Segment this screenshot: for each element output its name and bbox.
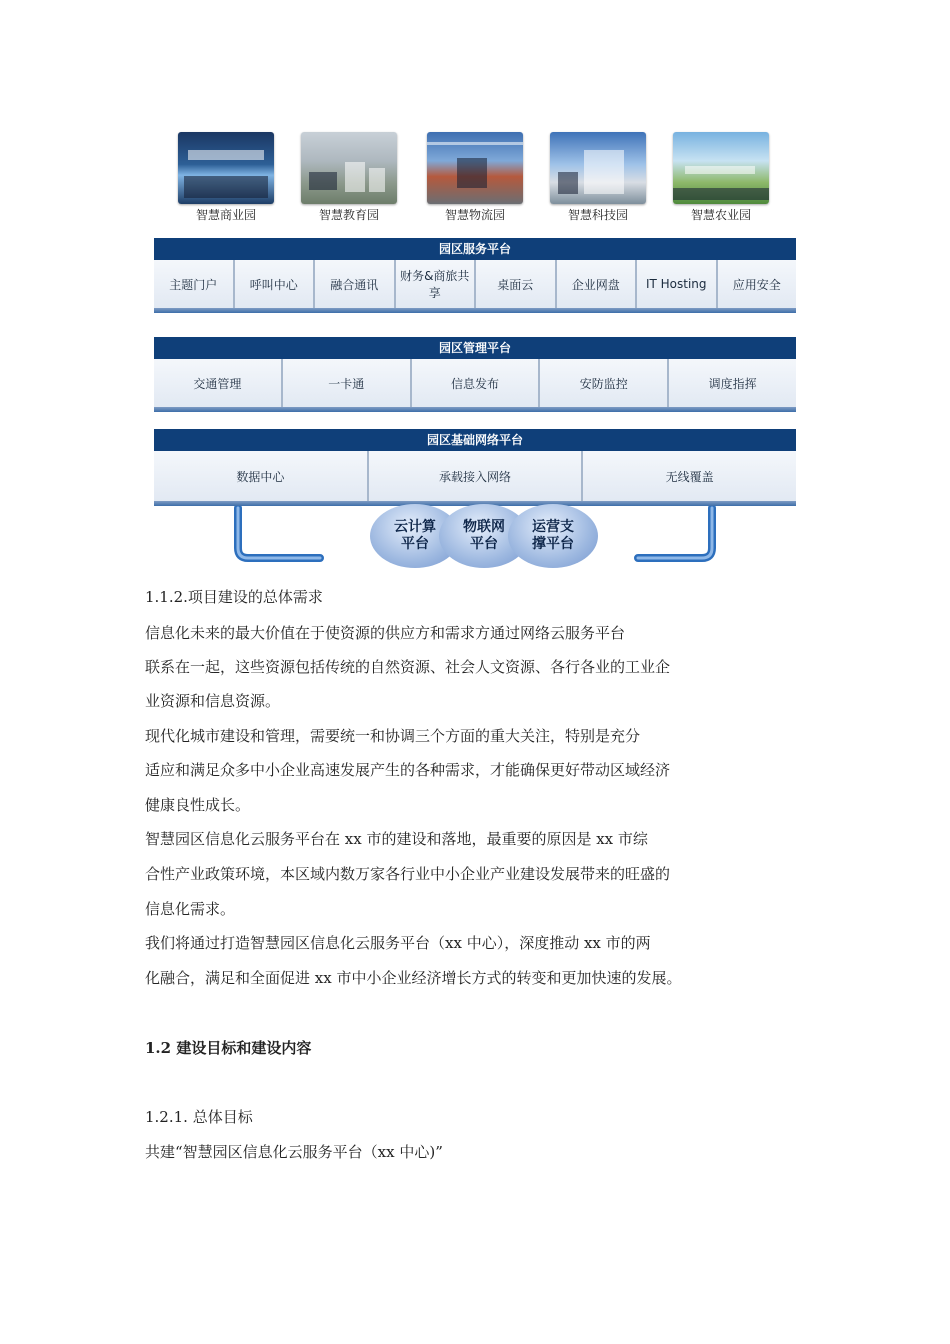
paragraph-line: 化融合，满足和全面促进 xx 市中小企业经济增长方式的转变和更加快速的发展。 bbox=[145, 969, 682, 987]
park-education-photo bbox=[301, 132, 397, 204]
network-item: 承载接入网络 bbox=[369, 451, 584, 501]
park-education bbox=[301, 132, 397, 224]
paragraph-line: 智慧园区信息化云服务平台在 xx 市的建设和落地，最重要的原因是 xx 市综 bbox=[145, 830, 648, 848]
network-item: 无线覆盖 bbox=[583, 451, 796, 501]
network-platform-panel bbox=[154, 429, 796, 506]
park-caption: 智慧物流园 bbox=[444, 208, 505, 222]
platform-architecture-diagram bbox=[150, 128, 800, 573]
network-platform-title: 园区基础网络平台 bbox=[154, 429, 796, 451]
paragraph-line: 联系在一起，这些资源包括传统的自然资源、社会人文资源、各行各业的工业企 bbox=[145, 658, 671, 676]
management-item: 交通管理 bbox=[154, 359, 283, 407]
service-item: 财务&商旅共享 bbox=[396, 260, 477, 308]
park-technology bbox=[550, 132, 646, 224]
park-logistics bbox=[427, 132, 523, 224]
management-item: 安防监控 bbox=[540, 359, 669, 407]
service-platform-title: 园区服务平台 bbox=[154, 238, 796, 260]
service-platform-panel bbox=[154, 238, 796, 313]
support-cloud-computing: 云计算 平台 bbox=[370, 504, 460, 568]
section-heading-1-2-1: 1.2.1. 总体目标 bbox=[145, 1108, 253, 1126]
service-item: IT Hosting bbox=[637, 260, 718, 308]
paragraph-line: 现代化城市建设和管理，需要统一和协调三个方面的重大关注，特别是充分 bbox=[145, 727, 641, 745]
paragraph-line: 业资源和信息资源。 bbox=[145, 692, 281, 710]
section-heading-1-1-2: 1.1.2.项目建设的总体需求 bbox=[145, 588, 323, 606]
service-item: 企业网盘 bbox=[557, 260, 638, 308]
network-item: 数据中心 bbox=[154, 451, 369, 501]
support-iot: 物联网 平台 bbox=[439, 504, 529, 568]
service-item: 呼叫中心 bbox=[235, 260, 316, 308]
paragraph-line: 信息化需求。 bbox=[145, 900, 236, 918]
paragraph-line: 适应和满足众多中小企业高速发展产生的各种需求，才能确保更好带动区域经济 bbox=[145, 761, 671, 779]
paragraph-line: 信息化未来的最大价值在于使资源的供应方和需求方通过网络云服务平台 bbox=[145, 624, 626, 642]
paragraph-line: 合性产业政策环境，本区域内数万家各行业中小企业产业建设发展带来的旺盛的 bbox=[145, 865, 671, 883]
paragraph-line: 共建“智慧园区信息化云服务平台（xx 中心)” bbox=[145, 1143, 443, 1161]
park-agriculture bbox=[673, 132, 769, 224]
service-item: 融合通讯 bbox=[315, 260, 396, 308]
park-commercial-photo bbox=[178, 132, 274, 204]
paragraph-line: 我们将通过打造智慧园区信息化云服务平台（xx 中心），深度推动 xx 市的两 bbox=[145, 934, 651, 952]
management-item: 一卡通 bbox=[283, 359, 412, 407]
park-logistics-photo bbox=[427, 132, 523, 204]
support-operations: 运营支 撑平台 bbox=[508, 504, 598, 568]
section-heading-1-2: 1.2 建设目标和建设内容 bbox=[145, 1039, 312, 1057]
park-caption: 智慧科技园 bbox=[567, 208, 628, 222]
park-caption: 智慧农业园 bbox=[690, 208, 751, 222]
service-item: 桌面云 bbox=[476, 260, 557, 308]
management-item: 调度指挥 bbox=[669, 359, 796, 407]
park-caption: 智慧教育园 bbox=[318, 208, 379, 222]
service-item: 应用安全 bbox=[718, 260, 797, 308]
paragraph-line: 健康良性成长。 bbox=[145, 796, 251, 814]
management-platform-panel bbox=[154, 337, 796, 412]
park-caption: 智慧商业园 bbox=[195, 208, 256, 222]
service-item: 主题门户 bbox=[154, 260, 235, 308]
management-platform-title: 园区管理平台 bbox=[154, 337, 796, 359]
park-agriculture-photo bbox=[673, 132, 769, 204]
management-item: 信息发布 bbox=[412, 359, 541, 407]
park-technology-photo bbox=[550, 132, 646, 204]
park-commercial bbox=[178, 132, 274, 224]
